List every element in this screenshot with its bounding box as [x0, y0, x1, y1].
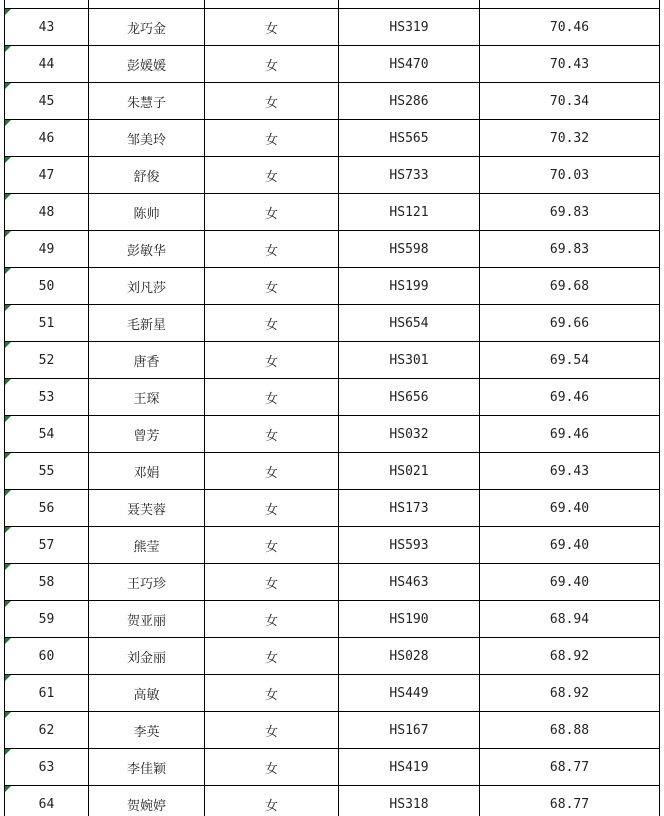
score-cell[interactable]: 69.83 [480, 194, 660, 231]
name-cell[interactable]: 李佳颖 [89, 749, 205, 786]
gender-cell[interactable]: 女 [205, 601, 339, 638]
score-cell[interactable]: 70.43 [480, 46, 660, 83]
gender-cell[interactable]: 女 [205, 305, 339, 342]
rank-cell[interactable]: 55 [5, 453, 89, 490]
exam-id-cell[interactable]: HS121 [339, 194, 480, 231]
gender-cell[interactable]: 女 [205, 675, 339, 712]
exam-id-cell[interactable]: HS598 [339, 231, 480, 268]
score-cell[interactable]: 70.03 [480, 157, 660, 194]
gender-cell[interactable]: 女 [205, 120, 339, 157]
score-cell[interactable]: 68.88 [480, 712, 660, 749]
score-cell[interactable]: 70.46 [480, 9, 660, 46]
table-row [5, 675, 660, 712]
name-cell[interactable]: 舒俊 [89, 157, 205, 194]
score-cell[interactable]: 68.92 [480, 638, 660, 675]
table-row [5, 342, 660, 379]
name-cell[interactable]: 熊莹 [89, 527, 205, 564]
name-cell[interactable] [89, 0, 205, 9]
table-row [5, 453, 660, 490]
table-row [5, 379, 660, 416]
rank-cell[interactable]: 48 [5, 194, 89, 231]
name-cell[interactable]: 贺亚丽 [89, 601, 205, 638]
rank-cell[interactable]: 54 [5, 416, 89, 453]
table-row [5, 638, 660, 675]
name-cell[interactable]: 聂芙蓉 [89, 490, 205, 527]
score-cell[interactable]: 69.68 [480, 268, 660, 305]
table-row [5, 0, 660, 9]
gender-cell[interactable]: 女 [205, 194, 339, 231]
name-cell[interactable]: 王琛 [89, 379, 205, 416]
score-cell[interactable] [480, 0, 660, 9]
exam-id-cell[interactable]: HS654 [339, 305, 480, 342]
exam-id-cell[interactable]: HS032 [339, 416, 480, 453]
name-cell[interactable]: 彭敏华 [89, 231, 205, 268]
score-cell[interactable]: 69.40 [480, 564, 660, 601]
score-cell[interactable]: 68.77 [480, 749, 660, 786]
rank-cell[interactable]: 62 [5, 712, 89, 749]
table-row [5, 157, 660, 194]
table-row [5, 490, 660, 527]
score-cell[interactable]: 69.54 [480, 342, 660, 379]
score-cell[interactable]: 69.46 [480, 379, 660, 416]
table-row [5, 305, 660, 342]
gender-cell[interactable]: 女 [205, 83, 339, 120]
rank-cell[interactable]: 43 [5, 9, 89, 46]
exam-id-cell[interactable]: HS593 [339, 527, 480, 564]
score-cell[interactable]: 69.66 [480, 305, 660, 342]
gender-cell[interactable]: 女 [205, 46, 339, 83]
rank-cell[interactable]: 47 [5, 157, 89, 194]
name-cell[interactable]: 朱慧子 [89, 83, 205, 120]
gender-cell[interactable]: 女 [205, 564, 339, 601]
exam-id-cell[interactable]: HS173 [339, 490, 480, 527]
table-row [5, 268, 660, 305]
score-cell[interactable]: 69.46 [480, 416, 660, 453]
exam-id-cell[interactable]: HS021 [339, 453, 480, 490]
rank-cell[interactable]: 63 [5, 749, 89, 786]
gender-cell[interactable]: 女 [205, 231, 339, 268]
rank-cell[interactable]: 61 [5, 675, 89, 712]
rank-cell[interactable]: 50 [5, 268, 89, 305]
rank-cell[interactable]: 64 [5, 786, 89, 816]
gender-cell[interactable]: 女 [205, 786, 339, 816]
exam-id-cell[interactable]: HS733 [339, 157, 480, 194]
name-cell[interactable]: 曾芳 [89, 416, 205, 453]
gender-cell[interactable]: 女 [205, 638, 339, 675]
table-row [5, 786, 660, 816]
name-cell[interactable]: 邓娟 [89, 453, 205, 490]
name-cell[interactable]: 高敏 [89, 675, 205, 712]
table-row [5, 416, 660, 453]
name-cell[interactable]: 邹美玲 [89, 120, 205, 157]
name-cell[interactable]: 贺婉婷 [89, 786, 205, 816]
exam-id-cell[interactable] [339, 0, 480, 9]
table-row [5, 231, 660, 268]
gender-cell[interactable]: 女 [205, 749, 339, 786]
table-row [5, 9, 660, 46]
rank-cell[interactable]: 53 [5, 379, 89, 416]
score-cell[interactable]: 68.77 [480, 786, 660, 816]
table-row [5, 46, 660, 83]
name-cell[interactable]: 陈帅 [89, 194, 205, 231]
exam-id-cell[interactable]: HS318 [339, 786, 480, 816]
name-cell[interactable]: 龙巧金 [89, 9, 205, 46]
exam-id-cell[interactable]: HS463 [339, 564, 480, 601]
gender-cell[interactable]: 女 [205, 379, 339, 416]
rank-cell[interactable]: 58 [5, 564, 89, 601]
exam-id-cell[interactable]: HS319 [339, 9, 480, 46]
exam-id-cell[interactable]: HS470 [339, 46, 480, 83]
rank-cell[interactable] [5, 0, 89, 9]
rank-cell[interactable]: 60 [5, 638, 89, 675]
score-cell[interactable]: 69.40 [480, 527, 660, 564]
score-cell[interactable]: 69.83 [480, 231, 660, 268]
name-cell[interactable]: 王巧珍 [89, 564, 205, 601]
rank-cell[interactable]: 59 [5, 601, 89, 638]
exam-id-cell[interactable]: HS419 [339, 749, 480, 786]
exam-id-cell[interactable]: HS656 [339, 379, 480, 416]
exam-id-cell[interactable]: HS028 [339, 638, 480, 675]
rank-cell[interactable]: 46 [5, 120, 89, 157]
name-cell[interactable]: 唐香 [89, 342, 205, 379]
rank-cell[interactable]: 52 [5, 342, 89, 379]
name-cell[interactable]: 毛新星 [89, 305, 205, 342]
table-row [5, 120, 660, 157]
exam-id-cell[interactable]: HS449 [339, 675, 480, 712]
exam-id-cell[interactable]: HS565 [339, 120, 480, 157]
gender-cell[interactable]: 女 [205, 712, 339, 749]
gender-cell[interactable]: 女 [205, 9, 339, 46]
table-body [5, 0, 660, 816]
score-cell[interactable]: 69.40 [480, 490, 660, 527]
exam-id-cell[interactable]: HS190 [339, 601, 480, 638]
table-row [5, 564, 660, 601]
rank-cell[interactable]: 56 [5, 490, 89, 527]
gender-cell[interactable]: 女 [205, 490, 339, 527]
gender-cell[interactable]: 女 [205, 453, 339, 490]
gender-cell[interactable]: 女 [205, 268, 339, 305]
name-cell[interactable]: 刘金丽 [89, 638, 205, 675]
rank-cell[interactable]: 44 [5, 46, 89, 83]
table-row [5, 749, 660, 786]
rank-cell[interactable]: 45 [5, 83, 89, 120]
rank-cell[interactable]: 49 [5, 231, 89, 268]
table-row [5, 527, 660, 564]
score-cell[interactable]: 69.43 [480, 453, 660, 490]
results-table [4, 0, 660, 816]
name-cell[interactable]: 李英 [89, 712, 205, 749]
score-cell[interactable]: 70.32 [480, 120, 660, 157]
exam-id-cell[interactable]: HS199 [339, 268, 480, 305]
table-row [5, 194, 660, 231]
score-cell[interactable]: 68.92 [480, 675, 660, 712]
gender-cell[interactable]: 女 [205, 416, 339, 453]
score-cell[interactable]: 68.94 [480, 601, 660, 638]
score-cell[interactable]: 70.34 [480, 83, 660, 120]
gender-cell[interactable]: 女 [205, 527, 339, 564]
exam-id-cell[interactable]: HS167 [339, 712, 480, 749]
rank-cell[interactable]: 57 [5, 527, 89, 564]
gender-cell[interactable]: 女 [205, 157, 339, 194]
gender-cell[interactable] [205, 0, 339, 9]
table-row [5, 83, 660, 120]
exam-id-cell[interactable]: HS301 [339, 342, 480, 379]
exam-id-cell[interactable]: HS286 [339, 83, 480, 120]
table-row [5, 601, 660, 638]
name-cell[interactable]: 彭媛媛 [89, 46, 205, 83]
rank-cell[interactable]: 51 [5, 305, 89, 342]
gender-cell[interactable]: 女 [205, 342, 339, 379]
table-row [5, 712, 660, 749]
name-cell[interactable]: 刘凡莎 [89, 268, 205, 305]
